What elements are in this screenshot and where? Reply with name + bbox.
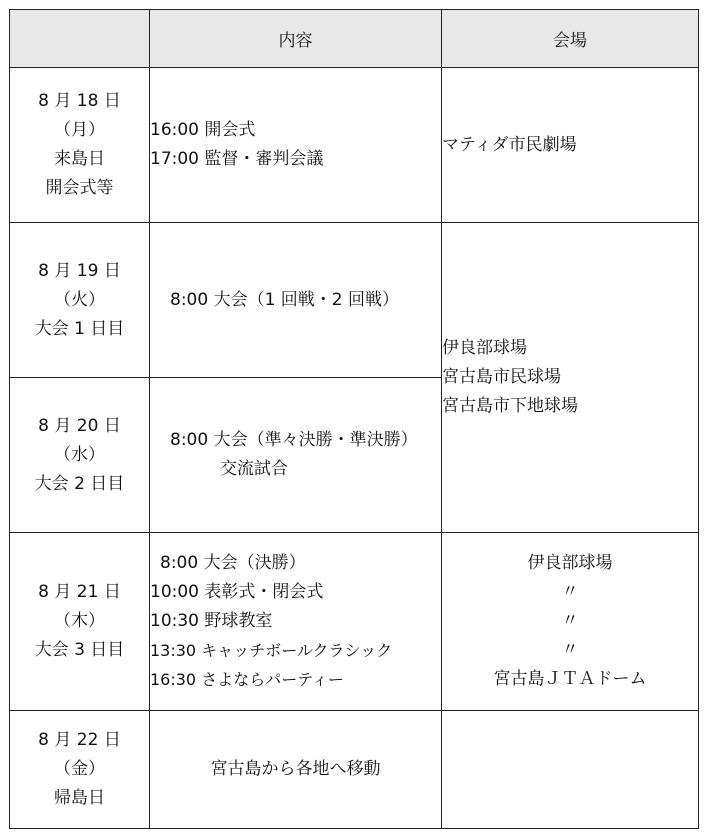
venue-item: 宮古島市下地球場	[442, 396, 578, 416]
content-cell	[150, 378, 442, 533]
day-label: 大会 3 日目	[34, 640, 125, 660]
schedule-item: 8:00 大会（決勝）	[160, 553, 306, 573]
header-content: 内容	[150, 10, 442, 68]
schedule-table	[9, 9, 699, 829]
header-venue: 会場	[442, 10, 699, 68]
schedule-item: 10:30 野球教室	[150, 611, 273, 631]
table-row	[10, 223, 699, 378]
date-cell	[10, 533, 150, 711]
ditto-mark: 〃	[561, 582, 579, 602]
ditto-mark: 〃	[561, 640, 579, 660]
date-cell	[10, 711, 150, 829]
schedule-item: 8:00 大会（1 回戦・2 回戦）	[170, 289, 400, 310]
venue-cell-empty	[442, 711, 699, 829]
schedule-item: 10:00 表彰式・閉会式	[150, 582, 324, 602]
date-line: 8 月 21 日	[38, 582, 121, 602]
venue-item: 伊良部球場	[442, 338, 527, 358]
table-row	[10, 533, 699, 711]
table-row	[10, 711, 699, 829]
date-cell	[10, 223, 150, 378]
weekday-line: （水）	[54, 444, 105, 465]
date-line: 8 月 19 日	[38, 260, 121, 281]
schedule-item: 宮古島から各地へ移動	[210, 759, 381, 779]
day-label: 開会式等	[45, 178, 114, 198]
weekday-line: （木）	[54, 611, 105, 631]
schedule-item: 交流試合	[220, 459, 288, 479]
schedule-item: 17:00 監督・審判会議	[150, 149, 324, 169]
schedule-item: 16:00 開会式	[150, 120, 256, 140]
header-row	[10, 10, 699, 68]
date-cell	[10, 68, 150, 223]
content-cell	[150, 533, 442, 711]
day-label: 大会 1 日目	[34, 318, 125, 339]
content-cell	[150, 711, 442, 829]
day-label: 大会 2 日目	[34, 473, 125, 494]
schedule-item: 13:30 キャッチボールクラシック	[150, 641, 393, 660]
venue-item: 伊良部球場	[527, 553, 613, 573]
venue-cell	[442, 68, 699, 223]
venue-item: 宮古島ＪＴＡドーム	[493, 669, 647, 689]
schedule-item: 16:30 さよならパーティー	[150, 670, 344, 689]
weekday-line: （火）	[54, 289, 105, 310]
day-label: 帰島日	[54, 788, 105, 808]
weekday-line: （金）	[54, 759, 105, 779]
venue-item: 宮古島市民球場	[442, 367, 561, 387]
venue-cell	[442, 223, 699, 533]
venue-item: マティダ市民劇場	[442, 134, 577, 155]
date-line: 8 月 18 日	[38, 91, 121, 111]
day-label: 来島日	[54, 149, 105, 169]
content-cell	[150, 223, 442, 378]
table-row	[10, 68, 699, 223]
content-cell	[150, 68, 442, 223]
ditto-mark: 〃	[561, 611, 579, 631]
weekday-line: （月）	[54, 120, 105, 140]
date-cell	[10, 378, 150, 533]
schedule-item: 8:00 大会（準々決勝・準決勝）	[170, 430, 418, 450]
venue-cell	[442, 533, 699, 711]
date-line: 8 月 20 日	[38, 415, 121, 436]
date-line: 8 月 22 日	[38, 730, 121, 750]
header-blank	[10, 10, 150, 68]
